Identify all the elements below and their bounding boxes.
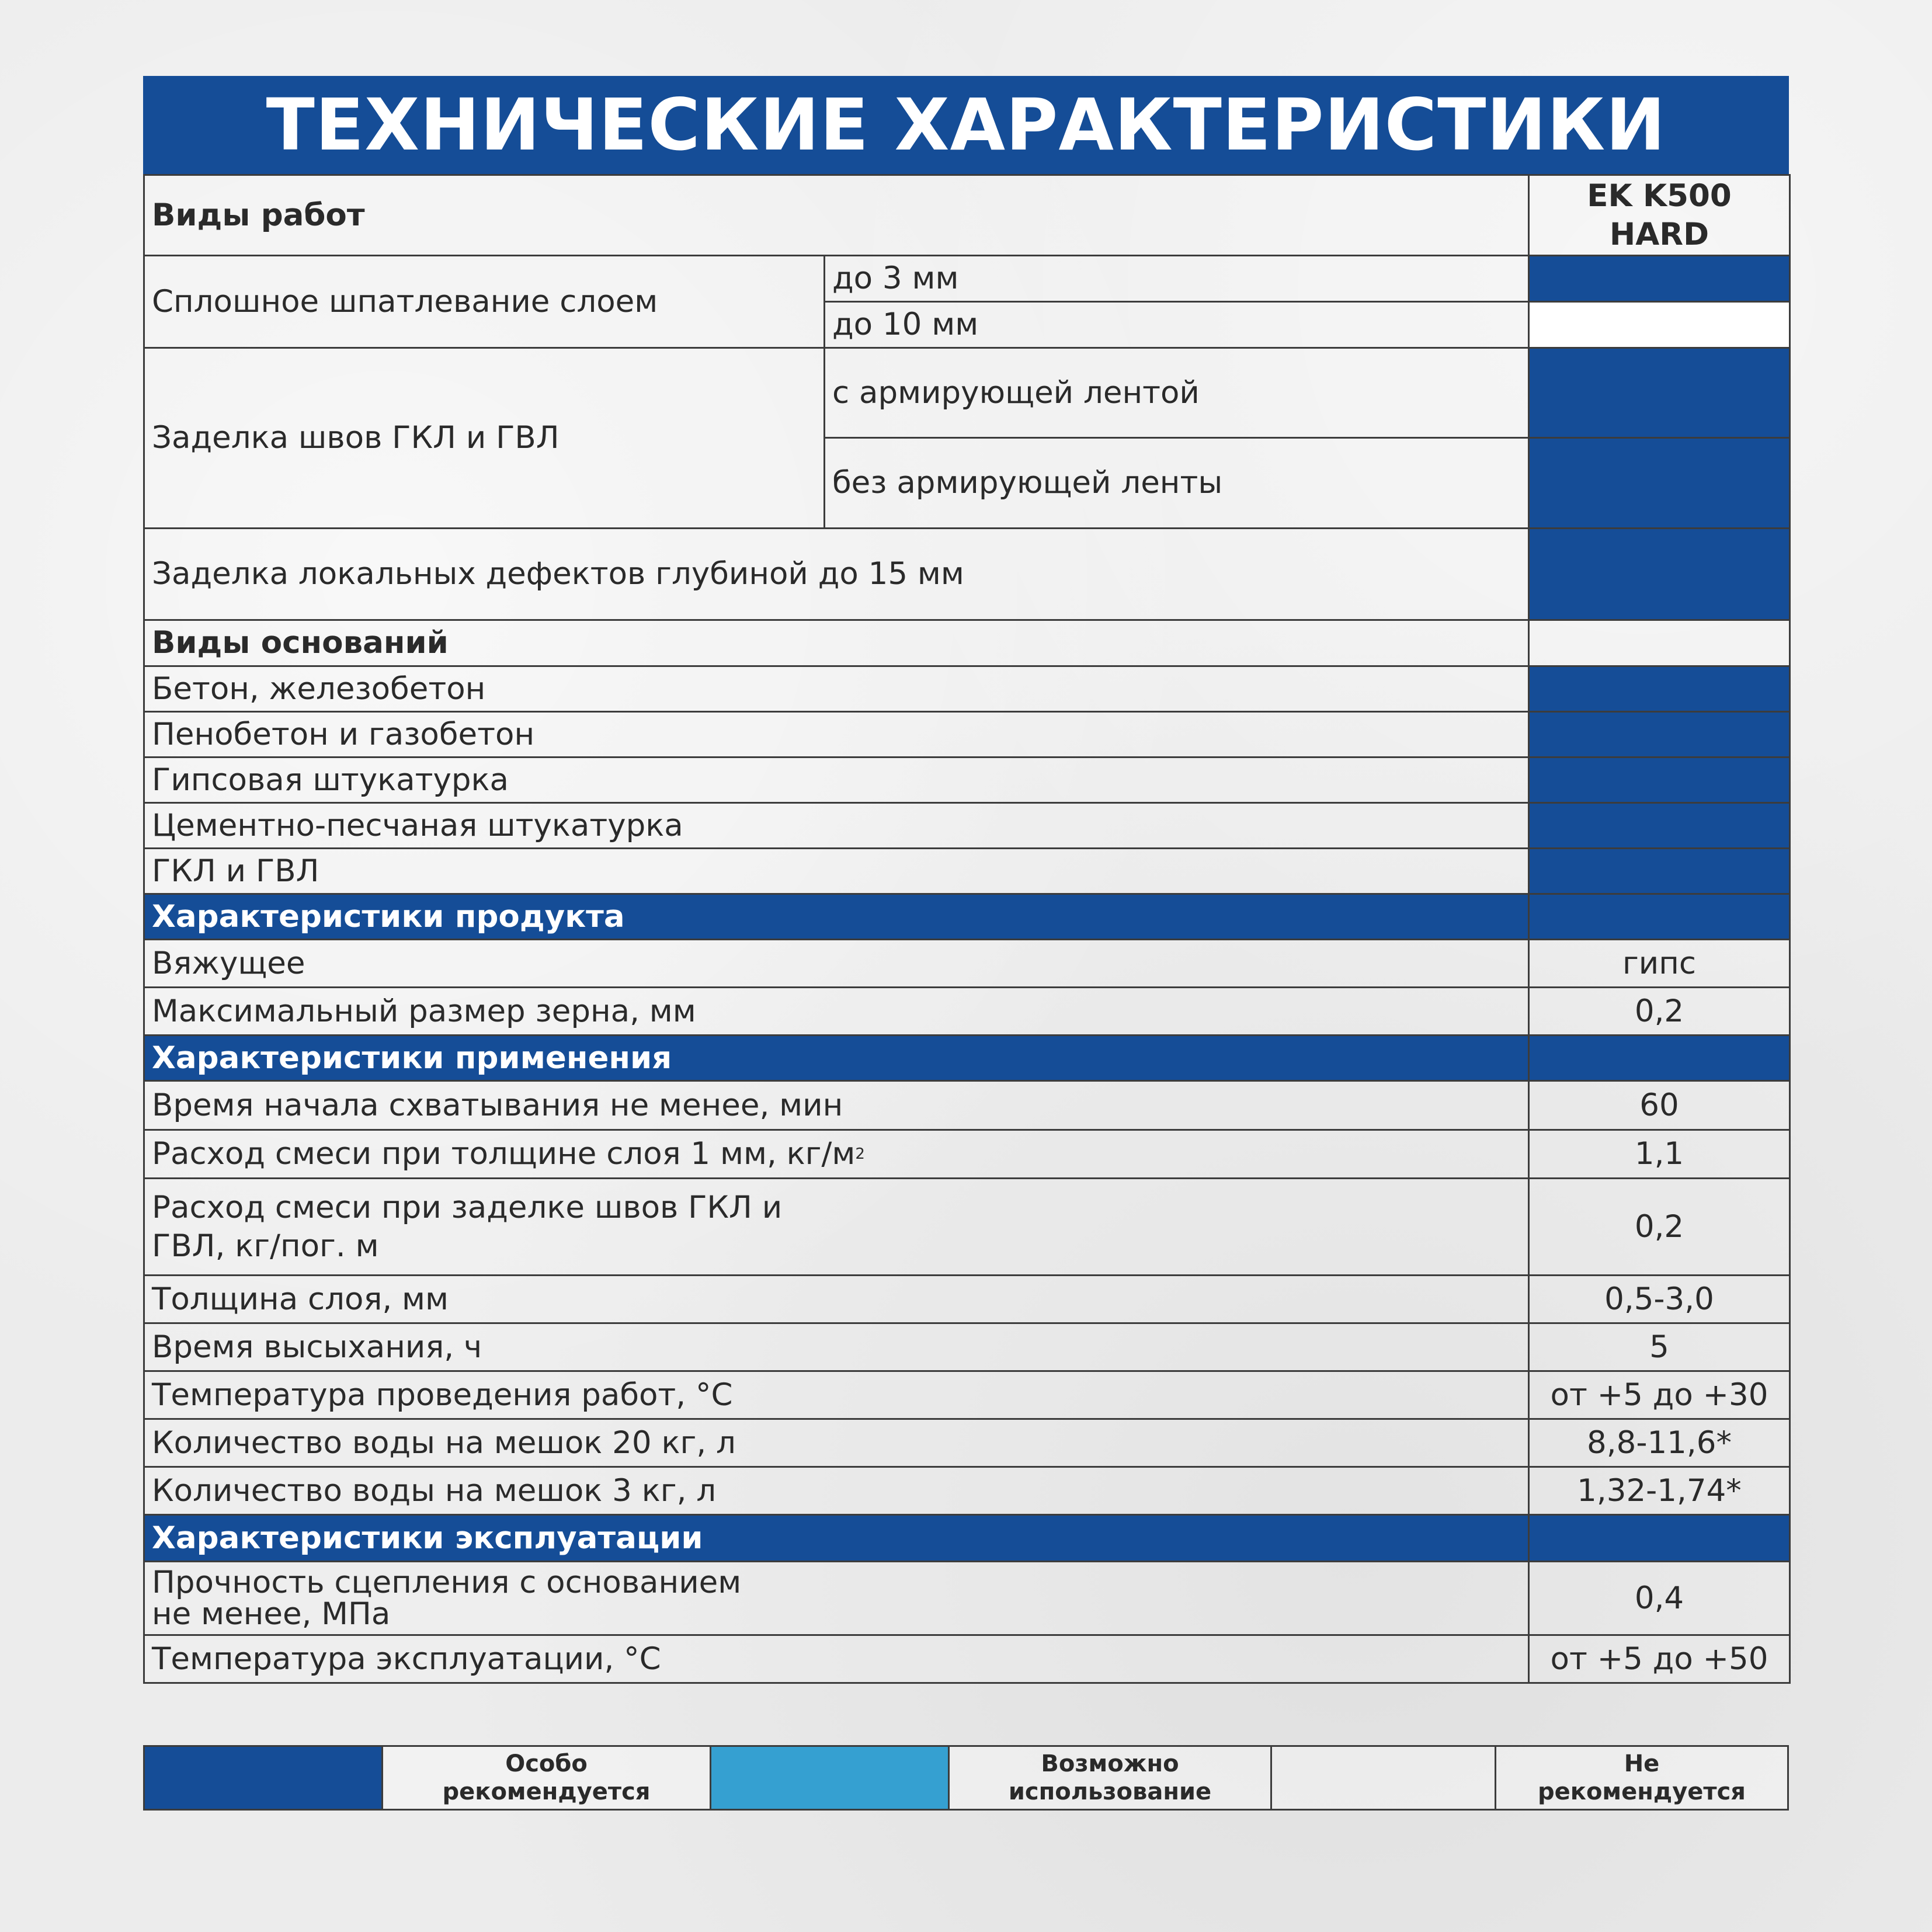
legend [143,1745,1789,1811]
char-label: Толщина слоя, мм [144,1276,1529,1323]
rating-cell-recommended [1529,803,1790,849]
char-label: Максимальный размер зерна, мм [144,988,1529,1036]
char-label: Вяжущее [144,940,1529,988]
char-value: 0,5-3,0 [1529,1276,1790,1323]
work-solid-label: Сплошное шпатлевание слоем [144,256,825,348]
char-label: Температура проведения работ, °С [144,1371,1529,1419]
legend-label-not-recommended: Не рекомендуется [1496,1747,1787,1809]
char-value: 60 [1529,1081,1790,1130]
work-solid-sub1: до 3 мм [825,256,1529,302]
table-row [144,1130,1790,1179]
table-row [144,1371,1790,1419]
product-name: EK K500 HARD [1529,175,1790,256]
char-value: 0,2 [1529,1179,1790,1276]
section-fill [1529,1036,1790,1081]
char-label: Температура эксплуатации, °С [144,1635,1529,1683]
char-value: 5 [1529,1323,1790,1371]
rating-cell-recommended [1529,849,1790,894]
page-title: ТЕХНИЧЕСКИЕ ХАРАКТЕРИСТИКИ [143,76,1789,174]
rating-cell-recommended [1529,256,1790,302]
table-row [144,988,1790,1036]
work-defects-label: Заделка локальных дефектов глубиной до 15 мм [144,529,1529,620]
base-item: Пенобетон и газобетон [144,712,1529,757]
works-heading: Виды работ [144,175,1529,256]
legend-swatch-recommended [145,1747,383,1809]
section-header-row [144,1515,1790,1562]
bases-heading: Виды оснований [144,620,1529,666]
char-label [144,1562,1529,1635]
table-header-row [144,175,1790,256]
application-chars-heading: Характеристики применения [144,1036,1529,1081]
operation-chars-heading: Характеристики эксплуатации [144,1515,1529,1562]
table-row [144,1323,1790,1371]
rating-cell-recommended [1529,348,1790,438]
table-row [144,666,1790,712]
char-label: Время высыхания, ч [144,1323,1529,1371]
char-label: Количество воды на мешок 3 кг, л [144,1467,1529,1515]
char-label-with-sup [144,1130,1529,1179]
legend-label-possible: Возможно использование [950,1747,1272,1809]
legend-swatch-possible [711,1747,950,1809]
base-item: Гипсовая штукатурка [144,757,1529,803]
table-row [144,348,1790,438]
work-joints-sub1: с армирующей лентой [825,348,1529,438]
char-value: 0,4 [1529,1562,1790,1635]
rating-cell-recommended [1529,529,1790,620]
char-value: 0,2 [1529,988,1790,1036]
table-row [144,1081,1790,1130]
work-joints-sub2: без армирующей ленты [825,438,1529,529]
table-row [144,1276,1790,1323]
table-row [144,1179,1790,1276]
char-label-text: Прочность сцепления с основанием не менее, МПа [152,1564,742,1632]
rating-cell-recommended [1529,757,1790,803]
table-row [144,803,1790,849]
table-row [144,256,1790,302]
table-row [144,757,1790,803]
work-solid-sub2: до 10 мм [825,302,1529,348]
section-fill [1529,1515,1790,1562]
char-label [144,1179,1529,1276]
section-header-row [144,1036,1790,1081]
char-value: 1,32-1,74* [1529,1467,1790,1515]
char-value: 1,1 [1529,1130,1790,1179]
rating-cell-recommended [1529,438,1790,529]
table-row [144,1419,1790,1467]
product-chars-heading: Характеристики продукта [144,894,1529,940]
table-row [144,529,1790,620]
char-value: гипс [1529,940,1790,988]
table-row [144,620,1790,666]
char-label: Количество воды на мешок 20 кг, л [144,1419,1529,1467]
rating-cell-not-recommended [1529,302,1790,348]
char-value: от +5 до +50 [1529,1635,1790,1683]
char-label-text: Расход смеси при заделке швов ГКЛ и ГВЛ, кг/пог. м [152,1189,783,1264]
table-row [144,1562,1790,1635]
spec-table [143,174,1791,1684]
base-item: Цементно-песчаная штукатурка [144,803,1529,849]
char-value: от +5 до +30 [1529,1371,1790,1419]
empty-cell [1529,620,1790,666]
spec-sheet [143,76,1789,1684]
section-header-row [144,894,1790,940]
work-joints-label: Заделка швов ГКЛ и ГВЛ [144,348,825,529]
base-item: ГКЛ и ГВЛ [144,849,1529,894]
char-value: 8,8-11,6* [1529,1419,1790,1467]
char-label: Время начала схватывания не менее, мин [144,1081,1529,1130]
table-row [144,712,1790,757]
legend-label-recommended: Особо рекомендуется [383,1747,711,1809]
table-row [144,849,1790,894]
table-row [144,940,1790,988]
rating-cell-recommended [1529,712,1790,757]
section-fill [1529,894,1790,940]
base-item: Бетон, железобетон [144,666,1529,712]
table-row [144,1467,1790,1515]
superscript: 2 [855,1145,865,1163]
rating-cell-recommended [1529,666,1790,712]
char-label-text: Расход смеси при толщине слоя 1 мм, кг/м [152,1136,856,1172]
table-row [144,1635,1790,1683]
legend-swatch-not-recommended [1272,1747,1496,1809]
